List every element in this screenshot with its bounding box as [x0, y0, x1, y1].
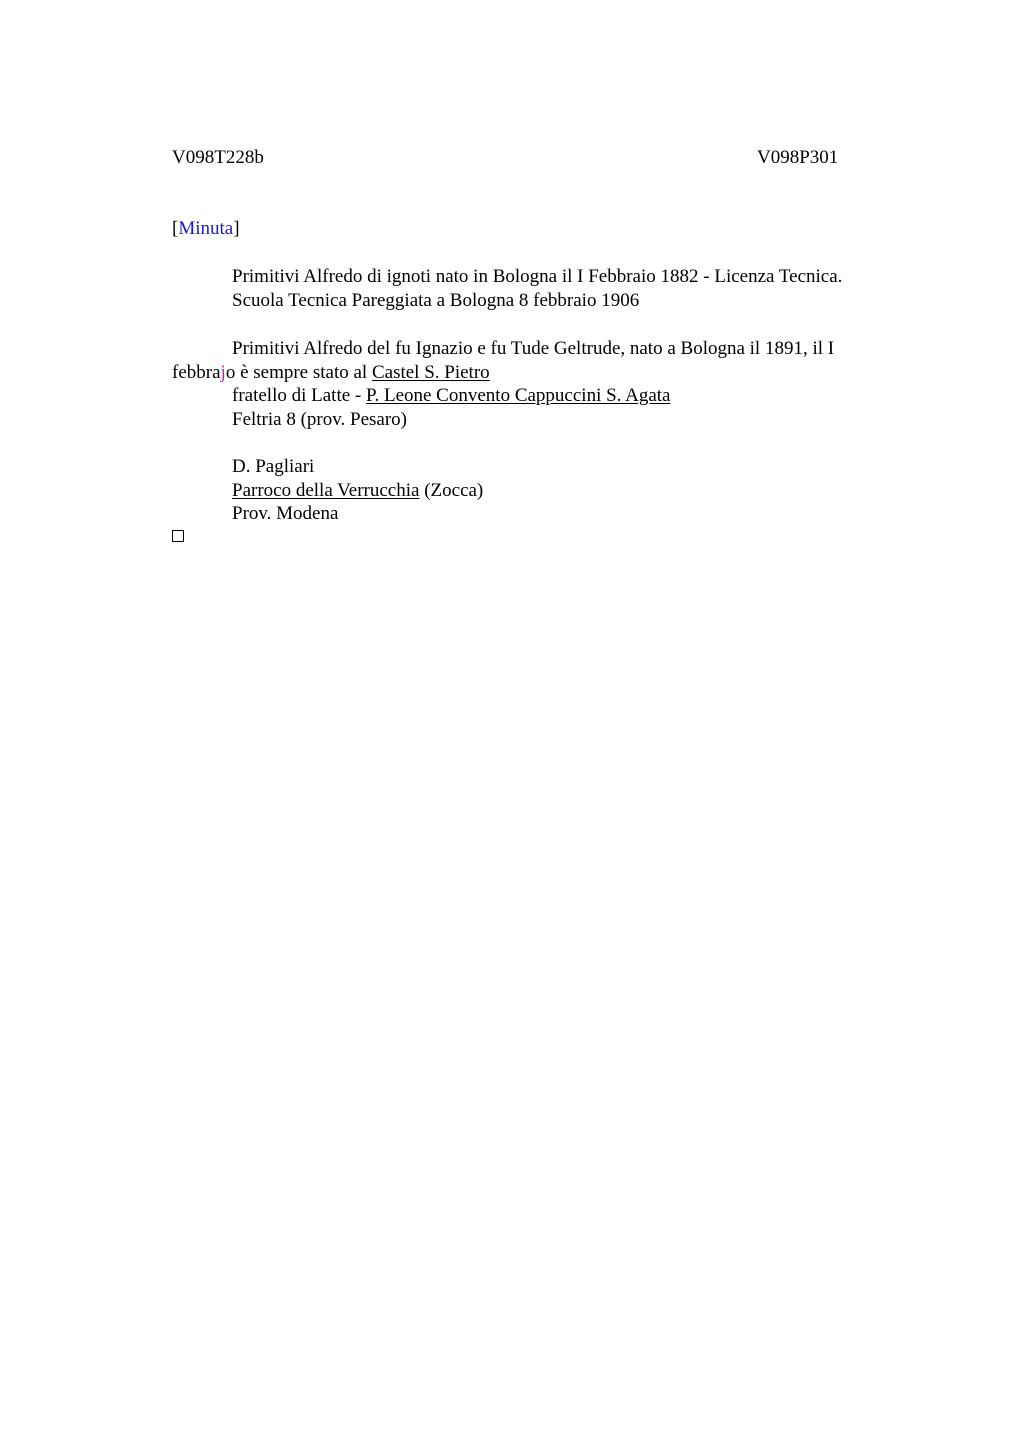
end-marker-square-icon	[172, 530, 184, 542]
minuta-heading	[172, 218, 240, 240]
paragraph-line: Primitivi Alfredo di ignoti nato in Bologna il I Febbraio 1882 - Licenza Tecnica.	[232, 266, 843, 287]
paragraph-line: Prov. Modena	[232, 503, 339, 524]
underlined-convent: P. Leone Convento Cappuccini S. Agata	[366, 385, 671, 406]
inserted-letter: j	[220, 361, 226, 383]
text-segment: o è sempre stato al	[225, 361, 372, 383]
text-segment: (Zocca)	[419, 479, 484, 501]
document-code-left: V098T228b	[172, 147, 264, 168]
paragraph-line: Scuola Tecnica Pareggiata a Bologna 8 febbraio 1906	[232, 289, 640, 311]
paragraph-line	[172, 384, 912, 408]
paragraph-line	[172, 361, 912, 385]
paragraph-licenza	[172, 265, 912, 312]
document-code-right: V098P301	[757, 147, 839, 168]
paragraph-line	[172, 479, 912, 503]
underlined-parish: Parroco della Verrucchia	[232, 479, 420, 501]
paragraph-biography	[172, 337, 912, 431]
paragraph-parroco	[172, 455, 912, 526]
paragraph-line: Primitivi Alfredo del fu Ignazio e fu Tude Geltrude, nato a Bologna il 1891, il I	[232, 338, 835, 359]
text-segment: febbra	[172, 361, 221, 383]
close-bracket: ]	[233, 218, 240, 239]
paragraph-line: Feltria 8 (prov. Pesaro)	[232, 408, 407, 430]
minuta-label: Minuta	[178, 218, 234, 239]
paragraph-line: D. Pagliari	[232, 456, 315, 477]
text-segment: fratello di Latte -	[232, 385, 366, 406]
underlined-place: Castel S. Pietro	[371, 361, 490, 383]
open-bracket: [	[172, 218, 179, 239]
